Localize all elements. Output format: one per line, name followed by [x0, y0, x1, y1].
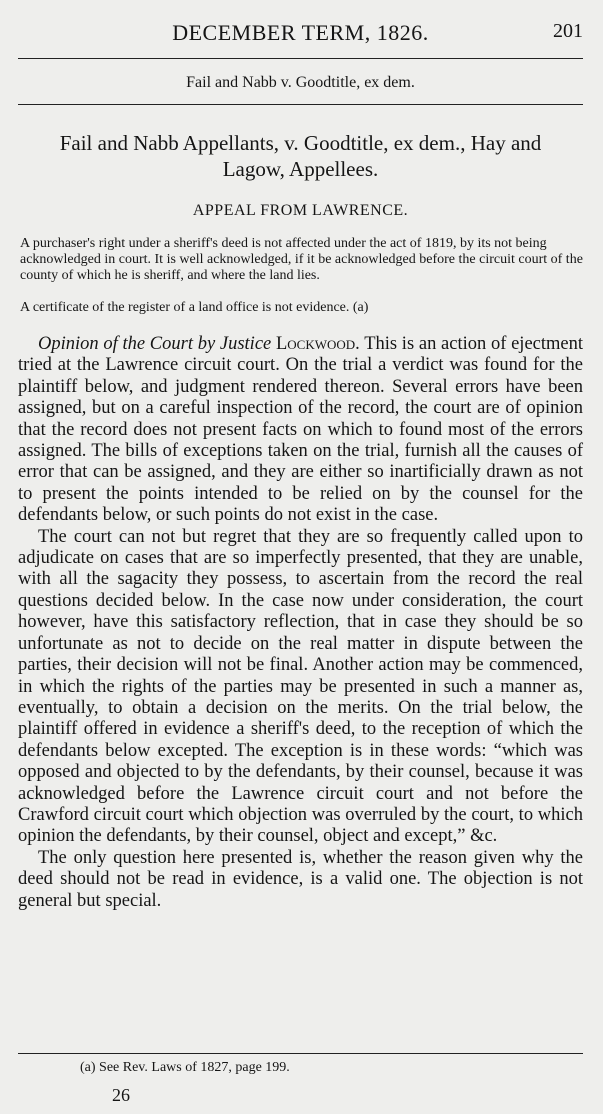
case-title [18, 130, 583, 182]
appeal-heading: APPEAL FROM LAWRENCE. [192, 202, 409, 219]
short-title-rule [18, 104, 583, 105]
opinion-intro: Opinion of the Court by Justice [38, 334, 272, 354]
footnote: (a) See Rev. Laws of 1827, page 199. [80, 1060, 290, 1075]
syllabus-note: A purchaser's right under a sheriff's deed is not affected under the act of 1819, by its not being acknowledged in court. It is well acknowledged, if it be acknowledged before the circuit court of the county of which he is sheriff, and where the land lies. [20, 236, 583, 283]
page-number: 201 [553, 20, 583, 42]
opinion-paragraph-text: This is an action of ejectment tried at the Lawrence circuit court. On the trial a verdict was found for the plaintiff below, and judgment rendered thereon. Several errors have been assigned, but on a careful inspection of the record, the court are of opinion that the record does not present facts on which to found most of the errors assigned. The bills of exceptions taken on the trial, furnish all the causes of error that can be assigned, and they are either so inartificially drawn as not to present the points intended to be relied on by the counsel for the defendants below, or such points do not exist in the case. [18, 334, 584, 526]
justice-name: Lockwood. [275, 334, 360, 354]
case-title-line-2: Lagow, Appellees. [222, 157, 379, 181]
running-title: DECEMBER TERM, 1826. [172, 20, 429, 45]
opinion-paragraph: The only question here presented is, whether the reason given why the deed should not be read in evidence, is a valid one. The objection is not general but special. [18, 847, 583, 911]
footnote-rule [18, 1053, 583, 1054]
syllabus-note: A certificate of the register of a land office is not evidence. (a) [20, 300, 369, 315]
short-title: Fail and Nabb v. Goodtitle, ex dem. [186, 74, 415, 91]
opinion-paragraph: The court can not but regret that they are so frequently called upon to adjudicate on cases that are so imperfectly presented, that they are unable, with all the sagacity they possess, to ascertain from the record the real questions decided below. In the case now under consideration, the court however, have this satisfactory reflection, that in case they should be so unfortunate as not to decide on the real matter in dispute between the parties, their decision will not be final. Another action may be commenced, in which the rights of the parties may be presented in such a manner as, eventually, to obtain a decision on the merits. On the trial below, the plaintiff offered in evidence a sheriff's deed, to the reception of which the defendants below excepted. The exception is in these words: “which was opposed and objected to by the defendants, by their counsel, because it was acknowledged before the Lawrence circuit court and not before the Crawford circuit court which objection was overruled by the court, to which opinion the defendants, by their counsel, object and except,” &c. [18, 526, 583, 847]
opinion-paragraph [18, 334, 583, 527]
case-title-line-1: Fail and Nabb Appellants, v. Goodtitle, ex dem., Hay and [59, 131, 542, 155]
header-rule [18, 58, 583, 59]
signature-mark: 26 [112, 1085, 130, 1105]
running-head [18, 20, 583, 48]
opinion-body [18, 334, 583, 912]
